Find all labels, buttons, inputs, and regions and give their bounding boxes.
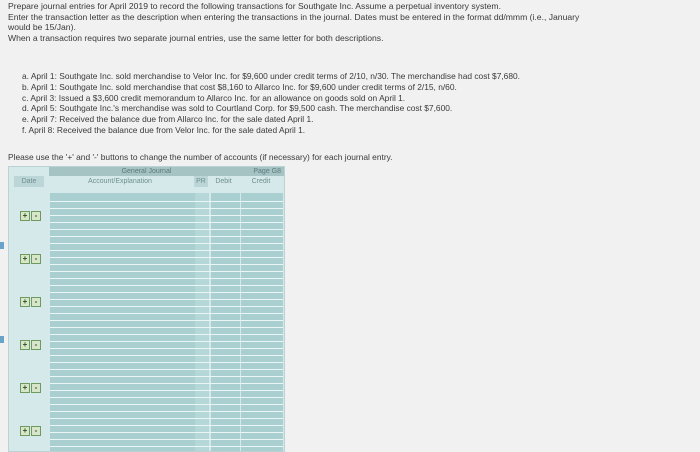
instructions (8, 1, 698, 43)
row-line (50, 369, 283, 370)
pr-header: PR (194, 176, 208, 187)
entry-controls-4 (20, 340, 42, 350)
entry-controls-3 (20, 297, 42, 307)
account-header: Account/Explanation (88, 178, 152, 185)
pr-column[interactable] (195, 193, 209, 451)
transaction-item: c. April 3: Issued a $3,600 credit memorandum to Allarco Inc. for an allowance on goods sold on April 1. (22, 92, 406, 103)
add-account-button[interactable]: + (20, 426, 30, 436)
instruction-line: would be 15/Jan). (8, 22, 76, 33)
instruction-line: When a transaction requires two separate journal entries, use the same letter for both descriptions. (8, 32, 384, 43)
transaction-item: d. April 5: Southgate Inc.'s merchandise was sold to Courtland Corp. for $9,500 cash. The merchandise cost $7,600. (22, 103, 453, 114)
row-line (50, 250, 283, 251)
row-line (50, 278, 283, 279)
add-account-button[interactable]: + (20, 297, 30, 307)
row-line (50, 383, 283, 384)
instruction-line: Prepare journal entries for April 2019 to record the following transactions for Southgate Inc. Assume a perpetual inventory system. (8, 1, 501, 11)
account-column[interactable] (50, 193, 196, 451)
row-line (50, 327, 283, 328)
journal-header-row (9, 176, 284, 187)
row-line (50, 208, 283, 209)
general-journal (8, 166, 285, 452)
remove-account-button[interactable]: - (31, 254, 41, 264)
row-line (50, 306, 283, 307)
row-line (50, 215, 283, 216)
add-account-button[interactable]: + (20, 340, 30, 350)
row-line (50, 299, 283, 300)
row-line (50, 404, 283, 405)
row-line (50, 229, 283, 230)
row-line (50, 236, 283, 237)
accounts-note: Please use the '+' and '-' buttons to change the number of accounts (if necessary) for each journal entry. (8, 152, 393, 162)
remove-account-button[interactable]: - (31, 426, 41, 436)
remove-account-button[interactable]: - (31, 340, 41, 350)
row-line (50, 201, 283, 202)
journal-page: Page G8 (244, 167, 284, 176)
scroll-marker (0, 242, 4, 249)
entry-controls-1 (20, 211, 42, 221)
row-line (50, 446, 283, 447)
add-account-button[interactable]: + (20, 254, 30, 264)
add-account-button[interactable]: + (20, 211, 30, 221)
transaction-list (22, 71, 520, 136)
transaction-item: e. April 7: Received the balance due from Allarco Inc. for the sale dated April 1. (22, 114, 314, 125)
row-line (50, 313, 283, 314)
debit-column[interactable] (211, 193, 240, 451)
transaction-item: a. April 1: Southgate Inc. sold merchandise to Velor Inc. for $9,600 under credit terms of 2/10, n/30. The merchandise had cost $7,680. (22, 71, 520, 81)
row-line (50, 397, 283, 398)
journal-title: General Journal (49, 167, 244, 176)
row-line (50, 264, 283, 265)
transaction-item: f. April 8: Received the balance due from Velor Inc. for the sale dated April 1. (22, 124, 306, 135)
row-line (50, 355, 283, 356)
row-line (50, 439, 283, 440)
row-line (50, 348, 283, 349)
row-line (50, 285, 283, 286)
remove-account-button[interactable]: - (31, 211, 41, 221)
credit-header: Credit (251, 178, 271, 185)
remove-account-button[interactable]: - (31, 383, 41, 393)
row-line (50, 271, 283, 272)
row-line (50, 222, 283, 223)
date-header: Date (14, 176, 44, 187)
row-line (50, 411, 283, 412)
entry-controls-6 (20, 426, 42, 436)
row-line (50, 334, 283, 335)
row-line (50, 425, 283, 426)
instruction-line: Enter the transaction letter as the description when entering the transactions in the journal. Dates must be entered in the format dd/mmm (i.e., January (8, 11, 580, 22)
row-line (50, 257, 283, 258)
row-line (50, 362, 283, 363)
credit-column[interactable] (241, 193, 283, 451)
row-line (50, 341, 283, 342)
transaction-item: b. April 1: Southgate Inc. sold merchandise that cost $8,160 to Allarco Inc. for $9,600 under credit terms of 2/15, n/60. (22, 81, 457, 92)
row-line (50, 418, 283, 419)
remove-account-button[interactable]: - (31, 297, 41, 307)
scroll-marker (0, 336, 4, 343)
row-line (50, 376, 283, 377)
entry-controls-5 (20, 383, 42, 393)
row-line (50, 243, 283, 244)
debit-header: Debit (215, 178, 232, 185)
journal-title-bar (9, 167, 284, 176)
row-line (50, 432, 283, 433)
row-line (50, 390, 283, 391)
row-line (50, 320, 283, 321)
row-line (50, 292, 283, 293)
entry-controls-2 (20, 254, 42, 264)
add-account-button[interactable]: + (20, 383, 30, 393)
